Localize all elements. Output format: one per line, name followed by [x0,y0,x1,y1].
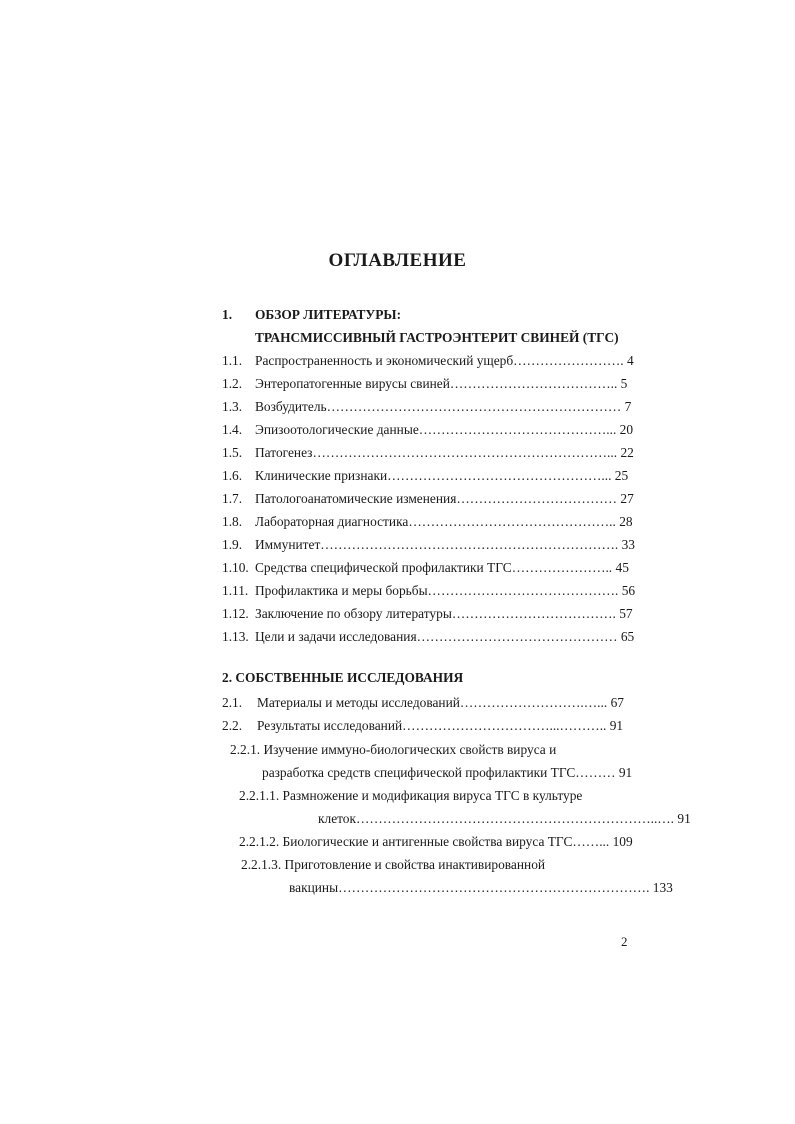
toc-item-num: 1.2. [222,376,243,391]
toc-item-num: 1.6. [222,468,243,483]
toc-subitem: 2.2.1.3. Приготовление и свойства инактивированной [241,857,546,872]
toc-subitem: 2.2.1.2. Биологические и антигенные свойства вируса ТГС……... 109 [239,834,633,849]
toc-item: Эпизоотологические данные……………………………………... 20 [255,422,634,437]
section1-heading: ОБЗОР ЛИТЕРАТУРЫ: [255,307,402,322]
toc-item: Материалы и методы исследований……………………….…... 67 [257,695,624,710]
toc-item-num: 1.10. [222,560,249,575]
toc-item-num: 1.11. [222,583,249,598]
toc-item-num: 1.1. [222,353,243,368]
toc-item-num: 2.1. [222,695,243,710]
toc-item-num: 1.4. [222,422,243,437]
toc-item: Результаты исследований……………………………...……….. 91 [257,718,624,733]
toc-item: Средства специфической профилактики ТГС………………….. 45 [255,560,629,575]
section1-number: 1. [222,307,233,322]
page-number: 2 [621,934,628,949]
section2-heading: 2. СОБСТВЕННЫЕ ИССЛЕДОВАНИЯ [222,670,464,685]
toc-item-num: 1.9. [222,537,243,552]
toc-subitem-cont: разработка средств специфической профилактики ТГС……… 91 [262,765,633,780]
toc-item-num: 1.5. [222,445,243,460]
toc-item-num: 2.2. [222,718,243,733]
toc-item: Патологоанатомические изменения……………………………… 27 [255,491,634,506]
toc-item-num: 1.13. [222,629,249,644]
toc-item-num: 1.3. [222,399,243,414]
toc-item: Цели и задачи исследования……………………………………… 65 [255,629,635,644]
toc-subitem: 2.2.1. Изучение иммуно-биологических свойств вируса и [230,742,557,757]
toc-subitem-cont: клеток…………………………………………………………..…. 91 [318,811,691,826]
toc-item: Распространенность и экономический ущерб……………………. 4 [255,353,634,368]
section1-subheading: ТРАНСМИССИВНЫЙ ГАСТРОЭНТЕРИТ СВИНЕЙ (ТГС) [255,330,619,345]
toc-item-num: 1.8. [222,514,243,529]
toc-item: Заключение по обзору литературы………………………………. 57 [255,606,633,621]
toc-item: Профилактика и меры борьбы……………………………………. 56 [255,583,636,598]
toc-item: Клинические признаки…………………………………………... 25 [255,468,629,483]
toc-item: Иммунитет…………………………………………………………. 33 [255,537,635,552]
toc-item: Возбудитель………………………………………………………… 7 [255,399,632,414]
toc-subitem: 2.2.1.1. Размножение и модификация вируса ТГС в культуре [239,788,583,803]
toc-item-num: 1.12. [222,606,249,621]
toc-item: Патогенез…………………………………………………………... 22 [255,445,634,460]
page-title: ОГЛАВЛЕНИЕ [328,250,467,271]
toc-item-num: 1.7. [222,491,243,506]
toc-subitem-cont: вакцины……………………………………………………………. 133 [289,880,673,895]
toc-item: Энтеропатогенные вирусы свиней……………………………….. 5 [255,376,628,391]
toc-item: Лабораторная диагностика……………………………………….. 28 [255,514,633,529]
